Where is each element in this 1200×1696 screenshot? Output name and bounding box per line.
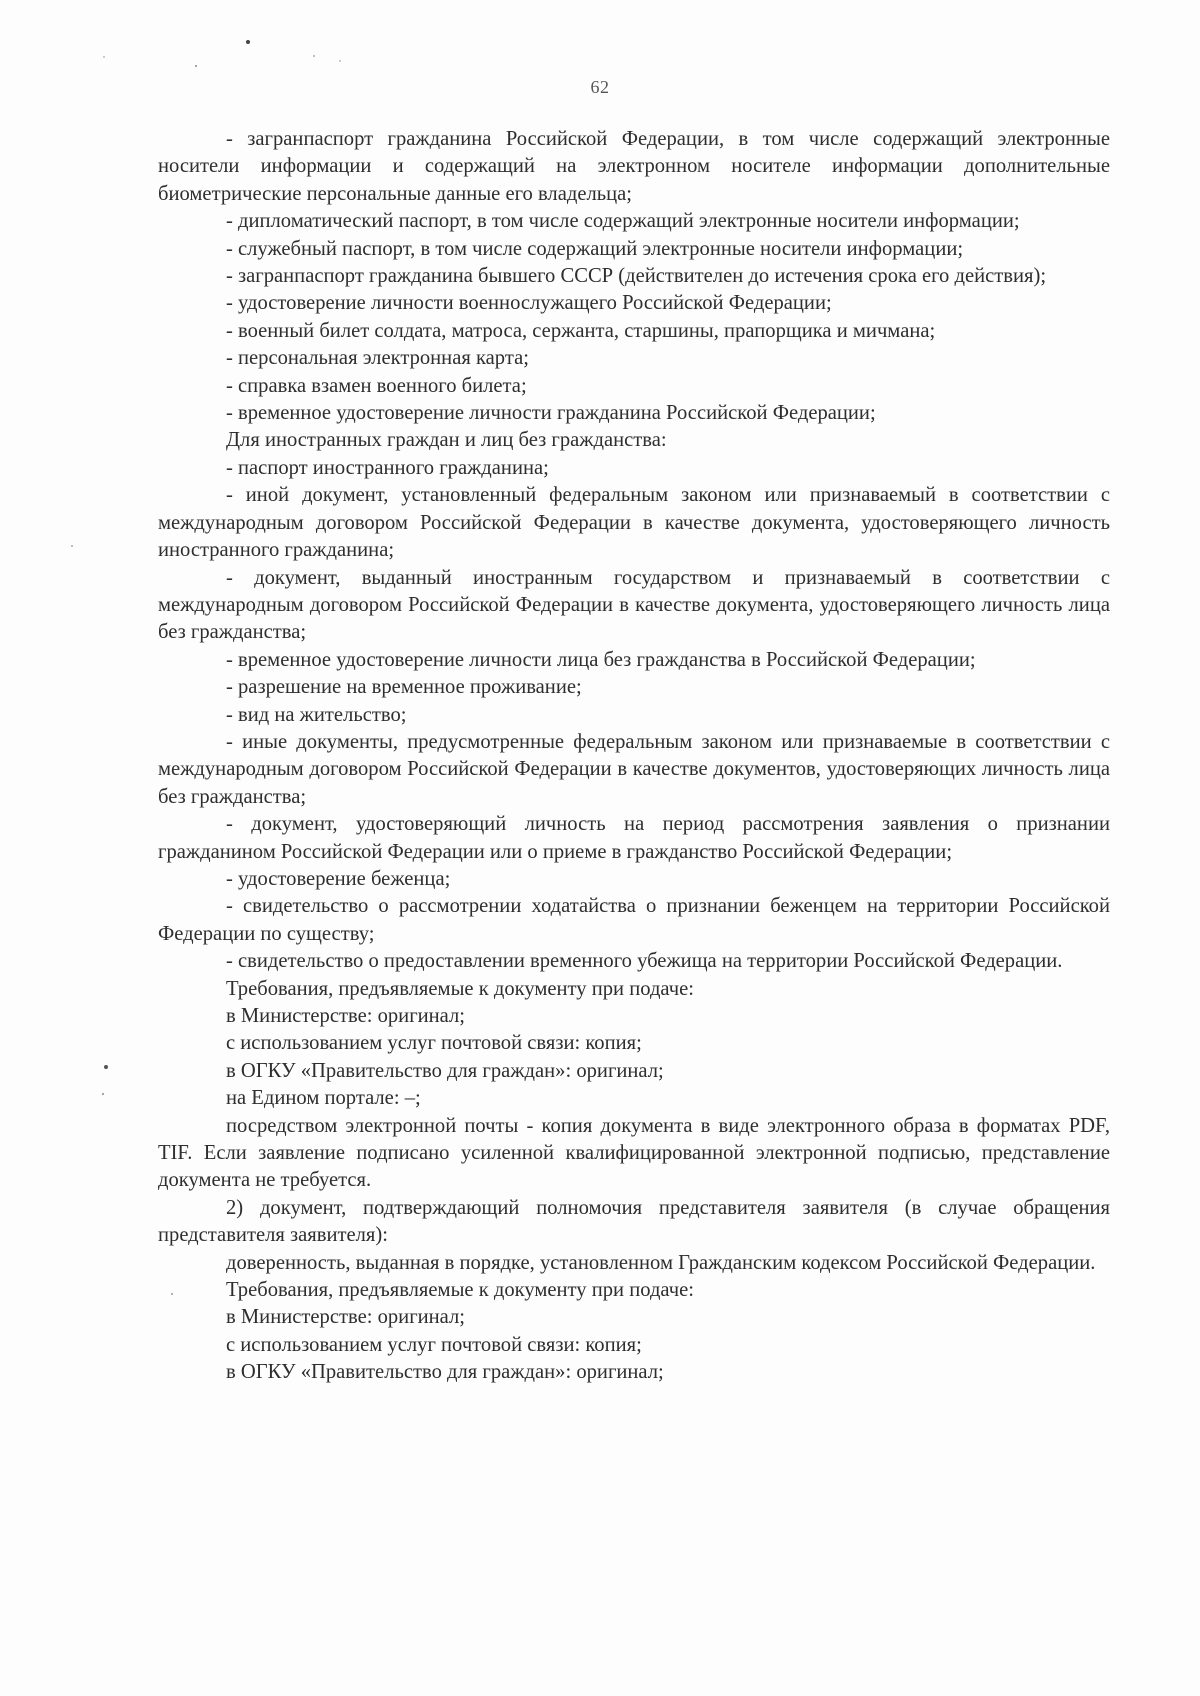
paragraph: - справка взамен военного билета; — [226, 374, 527, 397]
page-number: 62 — [590, 77, 610, 97]
paragraph: - паспорт иностранного гражданина; — [226, 456, 549, 479]
requirements-heading: Требования, предъявляемые к документу при подаче: — [226, 1279, 694, 1302]
paragraph: - загранпаспорт гражданина Российской Федерации, в том числе содержащий электронные носители информации и содержащий на электронном носителе информации дополнительные биометрические персональные данные его владельца; — [158, 128, 1110, 205]
paragraph: - документ, выданный иностранным государством и признаваемый в соответствии с международным договором Российской Федерации в качестве документа, удостоверяющего личность лица без гражданства; — [158, 566, 1110, 644]
paragraph: доверенность, выданная в порядке, установленном Гражданским кодексом Российской Федерации. — [226, 1251, 1096, 1274]
paragraph: - иные документы, предусмотренные федеральным законом или признаваемые в соответствии с международным договором Российской Федерации в качестве документов, удостоверяющих личность лица без гражданства; — [158, 730, 1110, 808]
paragraph: - иной документ, установленный федеральным законом или признаваемый в соответствии с международным договором Российской Федерации в качестве документа, удостоверяющего личность иностранного гражданина; — [158, 484, 1110, 562]
paragraph: в Министерстве: оригинал; — [226, 1306, 466, 1329]
paragraph: 2) документ, подтверждающий полномочия представителя заявителя (в случае обращения представителя заявителя): — [158, 1196, 1110, 1247]
document-body — [158, 126, 1110, 1387]
paragraph: - удостоверение личности военнослужащего Российской Федерации; — [226, 292, 832, 315]
paragraph: - временное удостоверение личности гражданина Российской Федерации; — [226, 402, 876, 425]
paragraph: с использованием услуг почтовой связи: копия; — [226, 1032, 642, 1055]
requirements-heading: Требования, предъявляемые к документу при подаче: — [226, 977, 694, 1000]
paragraph: на Едином портале: –; — [226, 1087, 421, 1110]
paragraph: - военный билет солдата, матроса, сержанта, старшины, прапорщика и мичмана; — [226, 319, 936, 342]
paragraph: - дипломатический паспорт, в том числе содержащий электронные носители информации; — [226, 210, 1020, 233]
paragraph: - персональная электронная карта; — [226, 347, 529, 370]
section-heading: Для иностранных граждан и лиц без гражданства: — [226, 429, 667, 452]
paragraph: - свидетельство о рассмотрении ходатайства о признании беженцем на территории Российской Федерации по существу; — [158, 895, 1110, 945]
paragraph: - разрешение на временное проживание; — [226, 676, 582, 699]
paragraph: - служебный паспорт, в том числе содержащий электронные носители информации; — [226, 237, 964, 260]
paragraph: - свидетельство о предоставлении временного убежища на территории Российской Федерации. — [226, 950, 1063, 973]
paragraph: в ОГКУ «Правительство для граждан»: оригинал; — [226, 1059, 664, 1082]
paragraph: - вид на жительство; — [226, 703, 407, 726]
paragraph: с использованием услуг почтовой связи: копия; — [226, 1333, 642, 1356]
paragraph: - загранпаспорт гражданина бывшего СССР (действителен до истечения срока его действия); — [226, 265, 1047, 288]
paragraph: - документ, удостоверяющий личность на период рассмотрения заявления о признании гражданином Российской Федерации или о приеме в гражданство Российской Федерации; — [158, 813, 1110, 863]
paragraph: посредством электронной почты - копия документа в виде электронного образа в форматах PDF, TIF. Если заявление подписано усиленной квалифицированной электронной подписью, представление документа не требуется. — [158, 1114, 1110, 1192]
paragraph: - удостоверение беженца; — [226, 867, 451, 890]
paragraph: в ОГКУ «Правительство для граждан»: оригинал; — [226, 1361, 664, 1384]
paragraph: - временное удостоверение личности лица без гражданства в Российской Федерации; — [226, 648, 976, 671]
paragraph: в Министерстве: оригинал; — [226, 1005, 466, 1027]
